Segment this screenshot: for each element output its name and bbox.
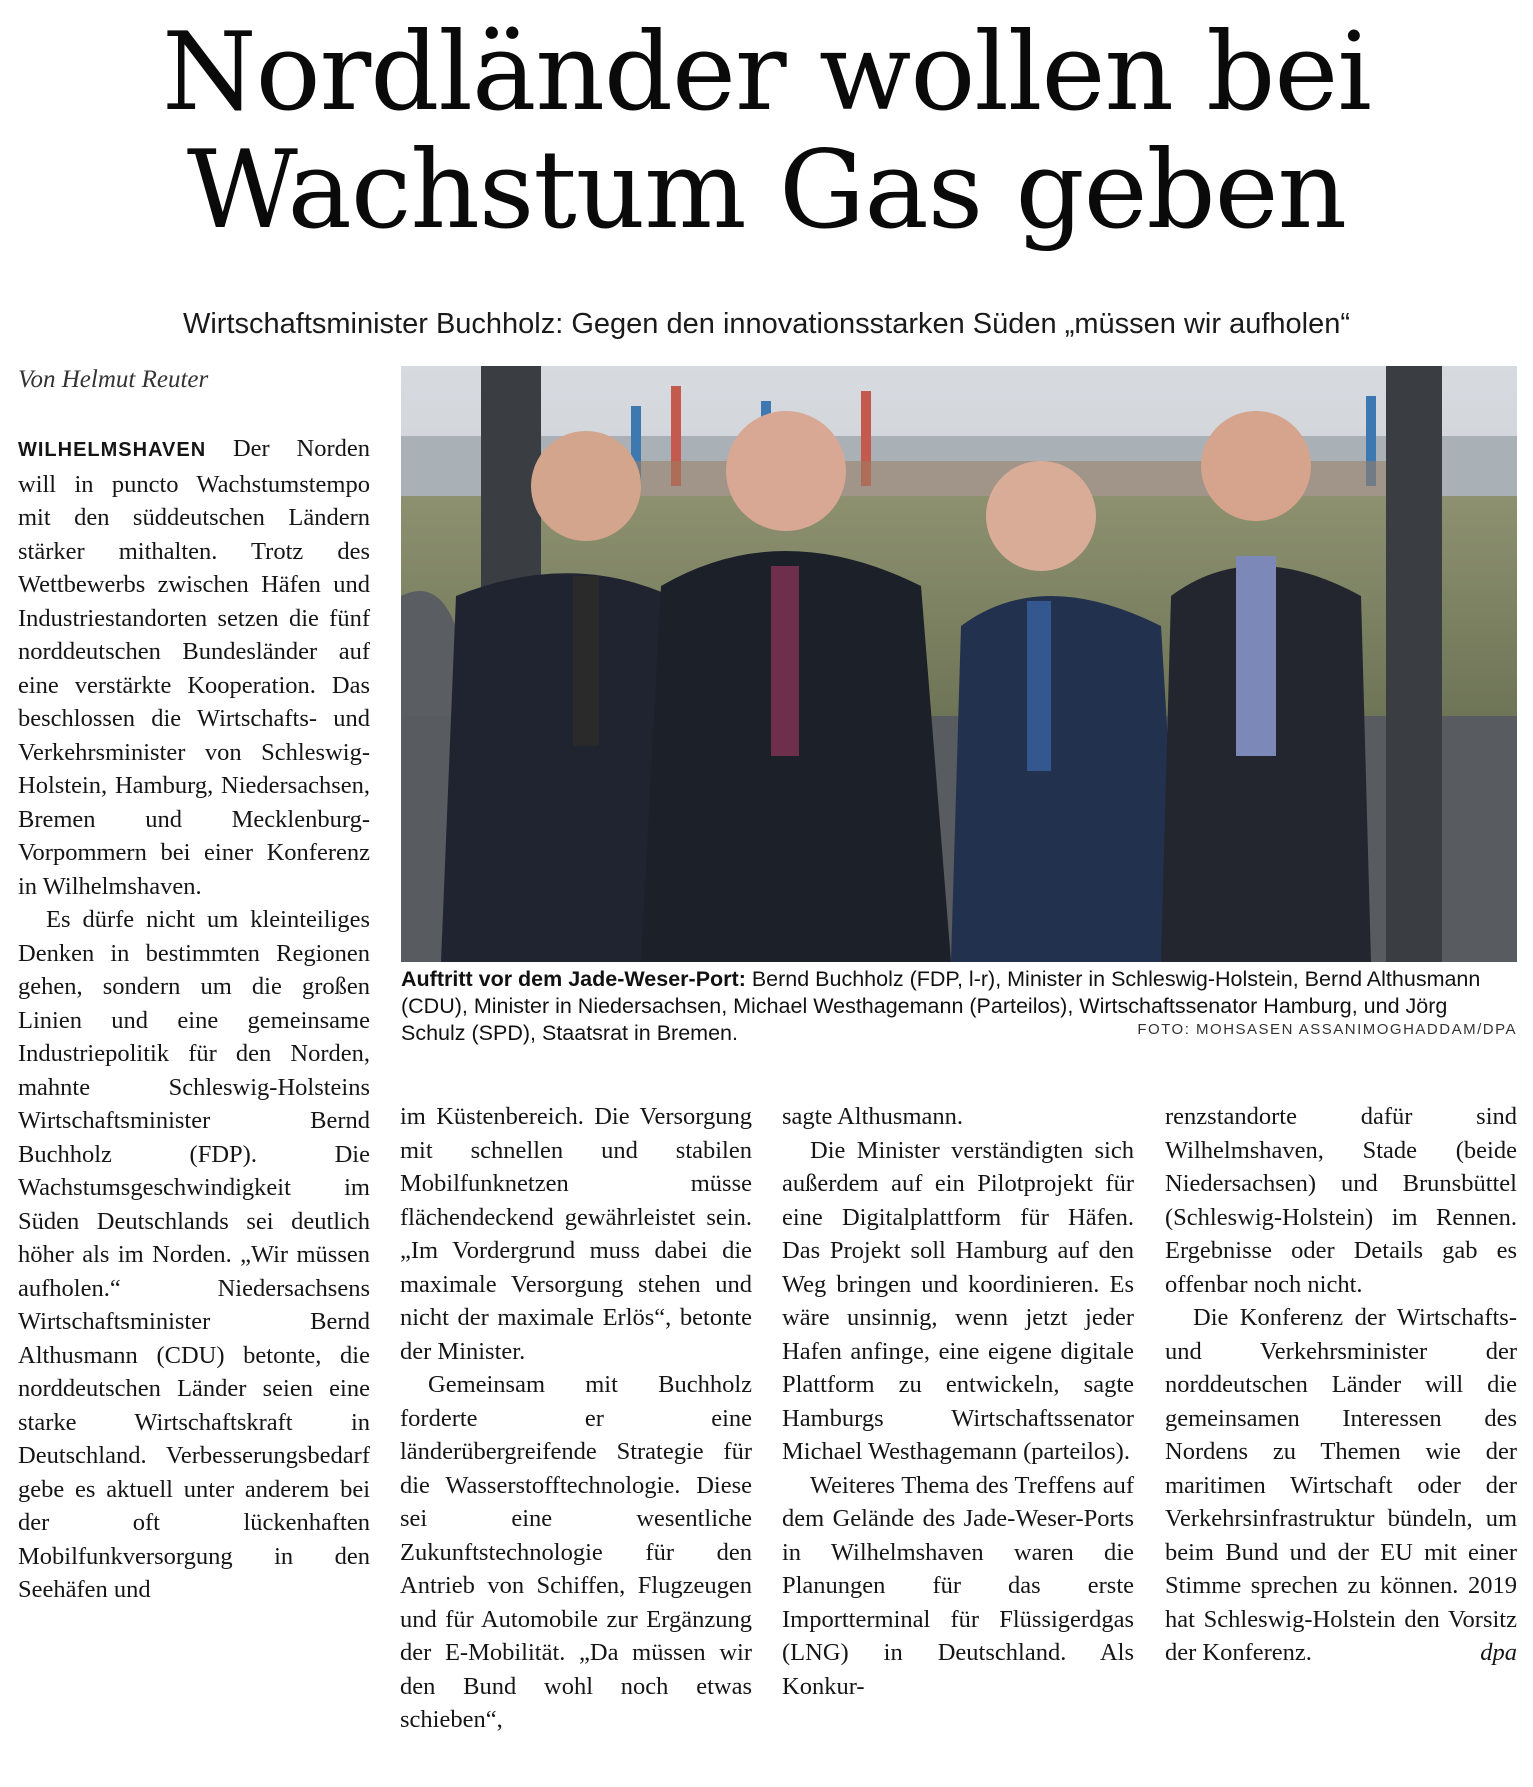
paragraph: Die Minister verständigten sich außerdem auf ein Pilotprojekt für eine Digitalplattform für Häfen. Das Projekt soll Hamburg auf den Weg bringen und koordinieren. Es wäre unsinnig, wenn jetzt jeder Hafen anfinge, eine eigene digitale Plattform zu entwickeln, sagte Hamburgs Wirtschaftssenator Michael Westhagemann (parteilos).	[782, 1136, 1134, 1465]
dateline: WILHELMSHAVEN	[18, 439, 207, 461]
headline-line-1: Nordländer wollen bei	[162, 10, 1371, 135]
paragraph: Die Konferenz der Wirtschafts- und Verkehrsminister der norddeutschen Länder will die gemeinsamen Interessen des Nordens zu Themen wie der maritimen Wirtschaft oder der Verkehrsinfrastruktur bündeln, um beim Bund und der EU mit einer Stimme sprechen zu können. 2019 hat Schleswig-Holstein den Vorsitz der Konferenz. dpa	[1165, 1301, 1517, 1670]
photo-illustration	[401, 366, 1517, 962]
byline: Von Helmut Reuter	[18, 366, 209, 393]
article-column-3	[782, 1100, 1134, 1703]
news-photo	[401, 366, 1517, 962]
paragraph: WILHELMSHAVEN Der Norden will in puncto Wachstumstempo mit den süddeutschen Ländern stärker mithalten. Trotz des Wettbewerbs zwischen Häfen und Industriestandorten setzen die fünf norddeutschen Bundesländer auf eine verstärkte Kooperation. Das beschlossen die Wirtschafts- und Verkehrsminister von Schleswig-Holstein, Hamburg, Niedersachsen, Bremen und Mecklenburg-Vorpommern bei einer Konferenz in Wilhelmshaven.	[18, 435, 370, 900]
headline	[0, 10, 1533, 253]
article-column-2	[400, 1100, 752, 1737]
paragraph: im Küstenbereich. Die Versorgung mit schnellen und stabilen Mobilfunknetzen müsse flächendeckend gewährleistet sein. „Im Vordergrund muss dabei die maximale Versorgung stehen und nicht der maximale Erlös“, betonte der Minister.	[400, 1103, 752, 1365]
paragraph: Gemeinsam mit Buchholz forderte er eine länderübergreifende Strategie für die Wasserstofftechnologie. Diese sei eine wesentliche Zukunftstechnologie für den Antrieb von Schiffen, Flugzeugen und für Automobile zur Ergänzung der E-Mobilität. „Da müssen wir den Bund wohl noch etwas schieben“,	[400, 1371, 752, 1733]
paragraph: Weiteres Thema des Treffens auf dem Gelände des Jade-Weser-Ports in Wilhelmshaven waren die Planungen für das erste Importterminal für Flüssigerdgas (LNG) in Deutschland. Als Konkur-	[782, 1471, 1134, 1700]
agency-tag: dpa	[1480, 1639, 1517, 1666]
headline-line-2: Wachstum Gas geben	[186, 128, 1347, 253]
paragraph: renzstandorte dafür sind Wilhelmshaven, Stade (beide Niedersachsen) und Brunsbüttel (Schleswig-Holstein) im Rennen. Ergebnisse oder Details gab es offenbar noch nicht.	[1165, 1103, 1517, 1298]
article-column-1	[18, 432, 370, 1607]
caption-text: Bernd Buchholz (FDP, l-r), Minister in Schleswig-Holstein, Bernd Althusmann (CDU), Minister in Niedersachsen, Michael Westhagemann (Parteilos), Wirtschaftssenator Hamburg, und Jörg Schulz (SPD), Staatsrat in Bremen.	[401, 967, 1481, 1045]
paragraph: sagte Althusmann.	[782, 1103, 964, 1130]
caption-lead: Auftritt vor dem Jade-Weser-Port:	[401, 967, 746, 991]
article-column-4	[1165, 1100, 1517, 1670]
photo-credit: FOTO: MOHSASEN ASSANIMOGHADDAM/DPA	[1137, 1021, 1517, 1038]
subheadline: Wirtschaftsminister Buchholz: Gegen den innovationsstarken Süden „müssen wir aufholen“	[182, 308, 1351, 340]
paragraph: Es dürfe nicht um kleinteiliges Denken in bestimmten Regionen gehen, sondern um die großen Linien und eine gemeinsame Industriepolitik für den Norden, mahnte Schleswig-Holsteins Wirtschaftsminister Bernd Buchholz (FDP). Die Wachstumsgeschwindigkeit im Süden Deutschlands sei deutlich höher als im Norden. „Wir müssen aufholen.“ Niedersachsens Wirtschaftsminister Bernd Althusmann (CDU) betonte, die norddeutschen Länder seien eine starke Wirtschaftskraft in Deutschland. Verbesserungsbedarf gebe es aktuell unter anderem bei der oft lückenhaften Mobilfunkversorgung in den Seehäfen und	[18, 906, 370, 1603]
